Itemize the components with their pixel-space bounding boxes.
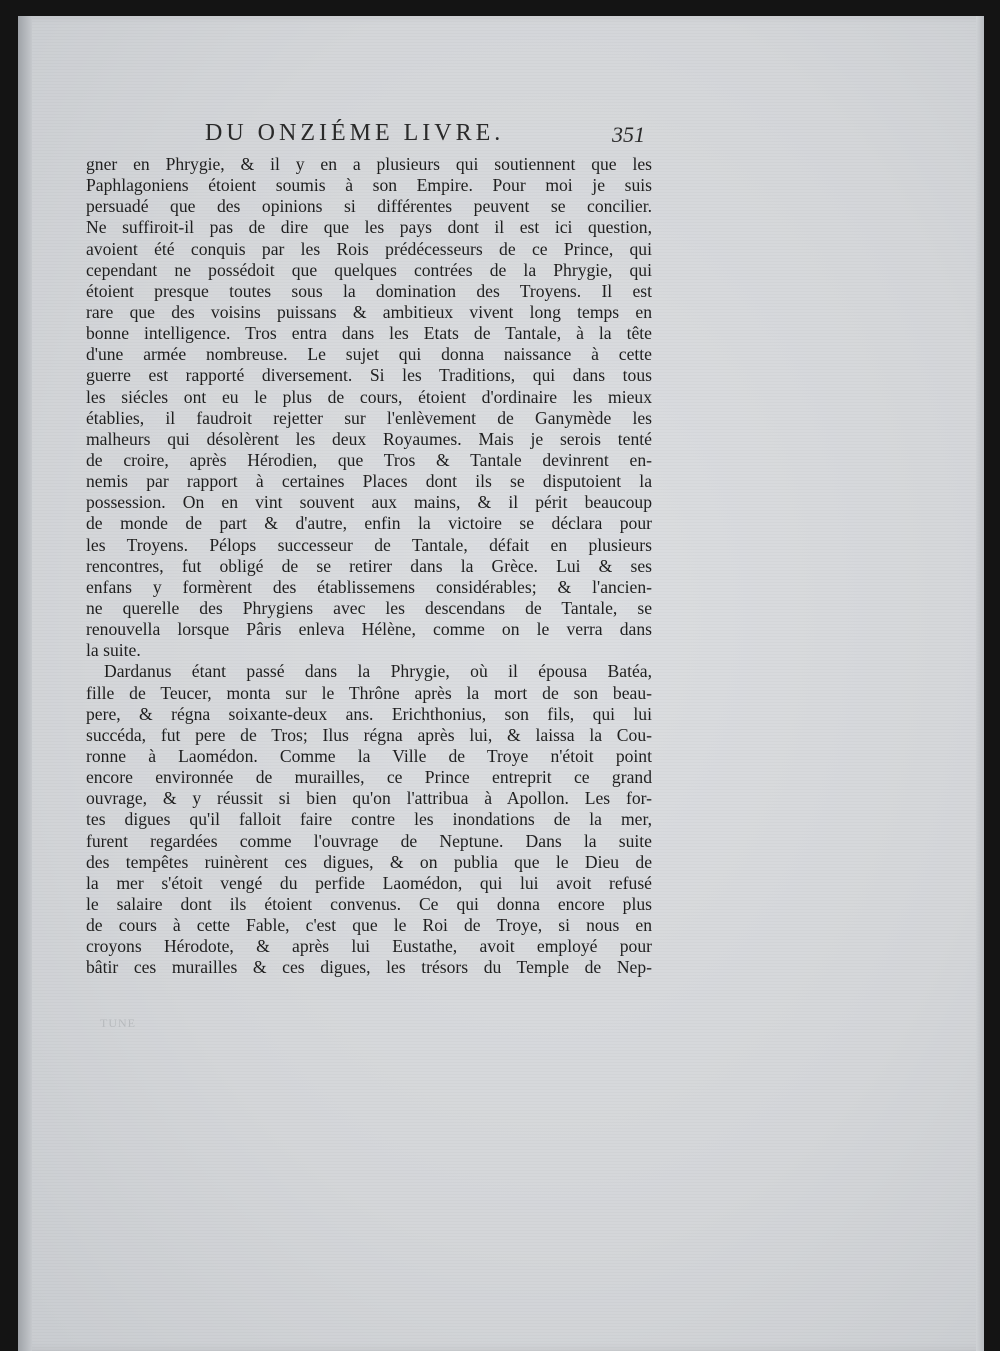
paragraph	[86, 154, 652, 661]
text-line: malheurs qui désolèrent les deux Royaumes. Mais je serois tenté	[86, 428, 652, 449]
text-line: tes digues qu'il falloit faire contre les inondations de la mer,	[86, 809, 652, 830]
text-line: bonne intelligence. Tros entra dans les Etats de Tantale, à la tête	[86, 323, 652, 344]
text-line: guerre est rapporté diversement. Si les Traditions, qui dans tous	[86, 365, 652, 386]
text-line: la mer s'étoit vengé du perfide Laomédon, qui lui avoit refusé	[86, 872, 652, 893]
text-line: nemis par rapport à certaines Places dont ils se disputoient la	[86, 471, 652, 492]
paragraph	[86, 661, 652, 978]
text-line: renouvella lorsque Pâris enleva Hélène, comme on le verra dans	[86, 619, 652, 640]
text-line: gner en Phrygie, & il y en a plusieurs qui soutiennent que les	[86, 154, 652, 174]
text-line: le salaire dont ils étoient convenus. Ce qui donna encore plus	[86, 893, 652, 914]
text-line: encore environnée de murailles, ce Prince entreprit ce grand	[86, 767, 652, 788]
catchword: TUNE	[100, 1016, 136, 1030]
running-title: DU ONZIÉME LIVRE.	[205, 120, 505, 146]
text-line: Paphlagoniens étoient soumis à son Empire. Pour moi je suis	[86, 175, 652, 196]
text-line: pere, & régna soixante-deux ans. Erichthonius, son fils, qui lui	[86, 703, 652, 724]
text-line: avoient été conquis par les Rois prédécesseurs de ce Prince, qui	[86, 238, 652, 259]
page-edge	[976, 16, 984, 1351]
page-number: 351	[612, 122, 645, 147]
text-line: bâtir ces murailles & ces digues, les trésors du Temple de Nep-	[86, 957, 652, 978]
text-line: enfans y formèrent des établissemens considérables; & l'ancien-	[86, 576, 652, 597]
text-line: des tempêtes ruinèrent ces digues, & on publia que le Dieu de	[86, 851, 652, 872]
text-line: croyons Hérodote, & après lui Eustathe, avoit employé pour	[86, 936, 652, 957]
text-line: cependant ne possédoit que quelques contrées de la Phrygie, qui	[86, 259, 652, 280]
text-line: la suite.	[86, 640, 141, 661]
page-gutter	[18, 16, 32, 1351]
text-line: persuadé que des opinions si différentes peuvent se concilier.	[86, 196, 652, 217]
text-line: succéda, fut pere de Tros; Ilus régna après lui, & laissa la Cou-	[86, 724, 652, 745]
text-line: Dardanus étant passé dans la Phrygie, où il épousa Batéa,	[104, 661, 652, 682]
text-line: furent regardées comme l'ouvrage de Neptune. Dans la suite	[86, 830, 652, 851]
text-line: rencontres, fut obligé de se retirer dans la Grèce. Lui & ses	[86, 555, 652, 576]
text-line: ouvrage, & y réussit si bien qu'on l'attribua à Apollon. Les for-	[86, 788, 652, 809]
text-line: Ne suffiroit-il pas de dire que les pays dont il est ici question,	[86, 217, 652, 238]
text-line: les siécles ont eu le plus de cours, étoient d'ordinaire les mieux	[86, 386, 652, 407]
body-text	[86, 154, 652, 978]
text-line: les Troyens. Pélops successeur de Tantale, défait en plusieurs	[86, 534, 652, 555]
text-line: de cours à cette Fable, c'est que le Roi de Troye, si nous en	[86, 915, 652, 936]
text-line: établies, il faudroit rejetter sur l'enlèvement de Ganymède les	[86, 407, 652, 428]
text-line: de monde de part & d'autre, enfin la victoire se déclara pour	[86, 513, 652, 534]
running-head	[205, 120, 645, 152]
text-line: possession. On en vint souvent aux mains, & il périt beaucoup	[86, 492, 652, 513]
text-line: ne querelle des Phrygiens avec les descendans de Tantale, se	[86, 597, 652, 618]
text-line: de croire, après Hérodien, que Tros & Tantale devinrent en-	[86, 449, 652, 470]
text-line: d'une armée nombreuse. Le sujet qui donna naissance à cette	[86, 344, 652, 365]
text-line: étoient presque toutes sous la domination des Troyens. Il est	[86, 280, 652, 301]
text-line: rare que des voisins puissans & ambitieux vivent long temps en	[86, 301, 652, 322]
text-line: fille de Teucer, monta sur le Thrône après la mort de son beau-	[86, 682, 652, 703]
text-line: ronne à Laomédon. Comme la Ville de Troye n'étoit point	[86, 745, 652, 766]
